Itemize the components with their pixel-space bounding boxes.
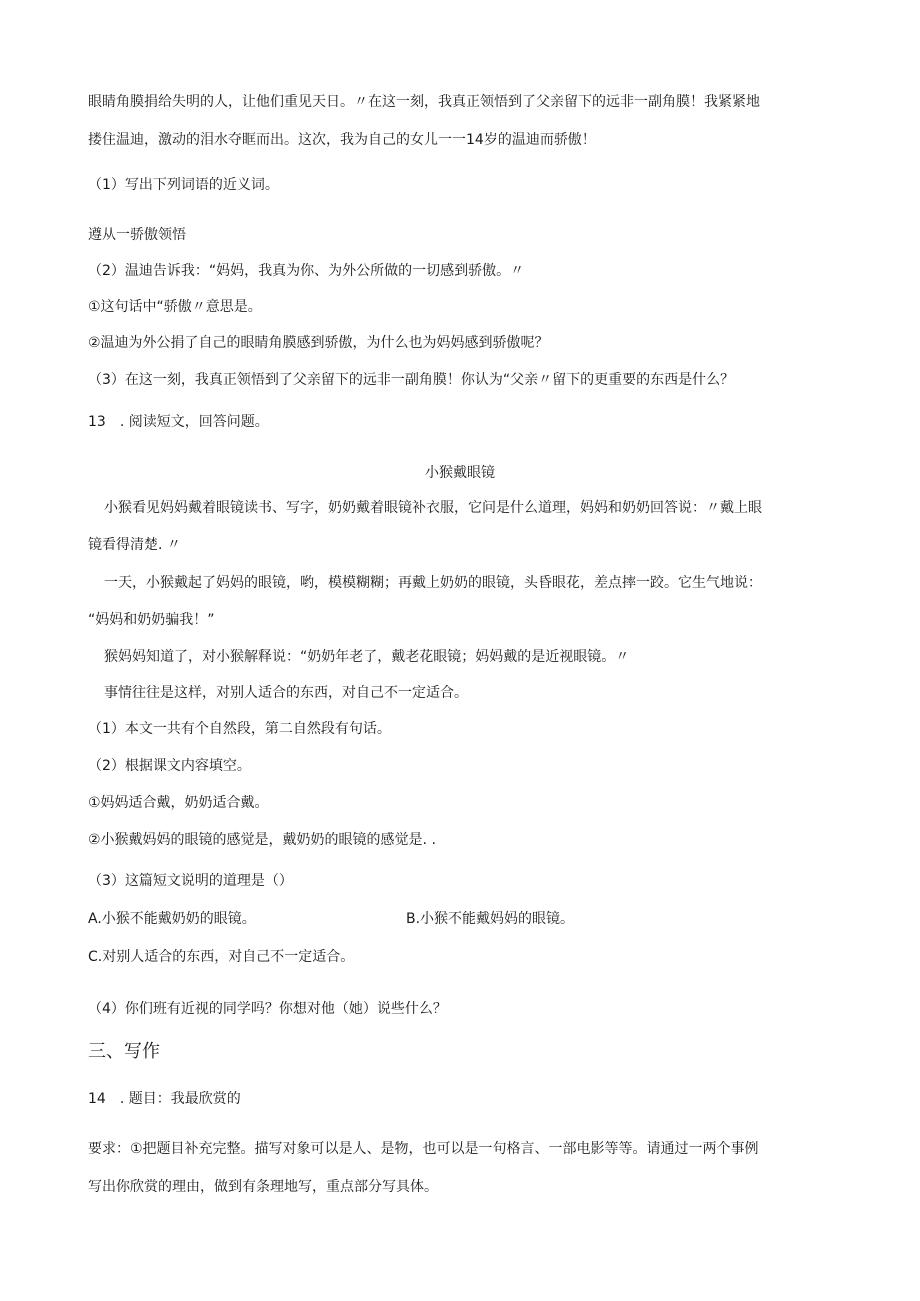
reading-question-2-part-2: ②小猴戴妈妈的眼镜的感觉是，戴奶奶的眼镜的感觉是. . [88,832,436,848]
story-paragraph: 事情往往是这样，对别人适合的东西，对自己不一定适合。 [104,685,468,701]
question-1: （1）写出下列词语的近义词。 [88,177,279,193]
option-row [88,909,575,929]
story-title: 小猴戴眼镜 [425,465,495,481]
question-2: （2）温迪告诉我：“妈妈，我真为你、为外公所做的一切感到骄傲。〃 [88,263,525,279]
writing-requirement: 写出你欣赏的理由，做到有条理地写，重点部分写具体。 [88,1179,438,1195]
section-13-heading: 13 . 阅读短文，回答问题。 [88,414,269,430]
section-14-heading: 14 . 题目：我最欣赏的 [88,1091,241,1107]
passage-line: 搂住温迪，激动的泪水夺眶而出。这次，我为自己的女儿一一14岁的温迪而骄傲！ [88,132,596,148]
passage-line: 眼睛角膜捐给失明的人，让他们重见天日。〃在这一刻，我真正领悟到了父亲留下的远非一副角膜！我紧紧地 [88,94,760,110]
option-c: C.对别人适合的东西，对自己不一定适合。 [88,949,355,965]
reading-question-2: （2）根据课文内容填空。 [88,758,251,774]
reading-question-1: （1）本文一共有个自然段，第二自然段有句话。 [88,721,391,737]
story-paragraph: 小猴看见妈妈戴着眼镜读书、写字，奶奶戴着眼镜补衣服，它问是什么道理，妈妈和奶奶回答说：〃戴上眼 [104,500,762,516]
writing-requirement: 要求：①把题目补充完整。描写对象可以是人、是物，也可以是一句格言、一部电影等等。请通过一两个事例 [88,1141,759,1157]
reading-question-2-part-1: ①妈妈适合戴，奶奶适合戴。 [88,795,269,811]
question-2-part-2: ②温迪为外公捐了自己的眼睛角膜感到骄傲，为什么也为妈妈感到骄傲呢？ [88,335,549,351]
story-paragraph: 猴妈妈知道了，对小猴解释说：“奶奶年老了，戴老花眼镜；妈妈戴的是近视眼镜。〃 [104,649,630,665]
question-2-part-1: ①这句话中“骄傲〃意思是。 [88,299,262,315]
reading-question-3: （3）这篇短文说明的道理是（） [88,873,293,889]
question-3: （3）在这一刻，我真正领悟到了父亲留下的远非一副角膜！你认为“父亲〃留下的更重要的东西是什么？ [88,372,735,388]
story-paragraph: “妈妈和奶奶骗我！” [88,612,215,628]
option-b: B.小猴不能戴妈妈的眼镜。 [406,911,575,927]
reading-question-4: （4）你们班有近视的同学吗？你想对他（她）说些什么？ [88,1001,447,1017]
story-paragraph: 一天，小猴戴起了妈妈的眼镜，哟，模模糊糊；再戴上奶奶的眼镜，头昏眼花，差点摔一跤。它生气地说： [104,575,762,591]
word-list: 遵从一骄傲领悟 [88,227,186,243]
section-3-heading: 三、写作 [88,1041,160,1062]
option-a: A.小猴不能戴奶奶的眼镜。 [88,911,256,927]
story-paragraph: 镜看得清楚. 〃 [88,537,181,553]
